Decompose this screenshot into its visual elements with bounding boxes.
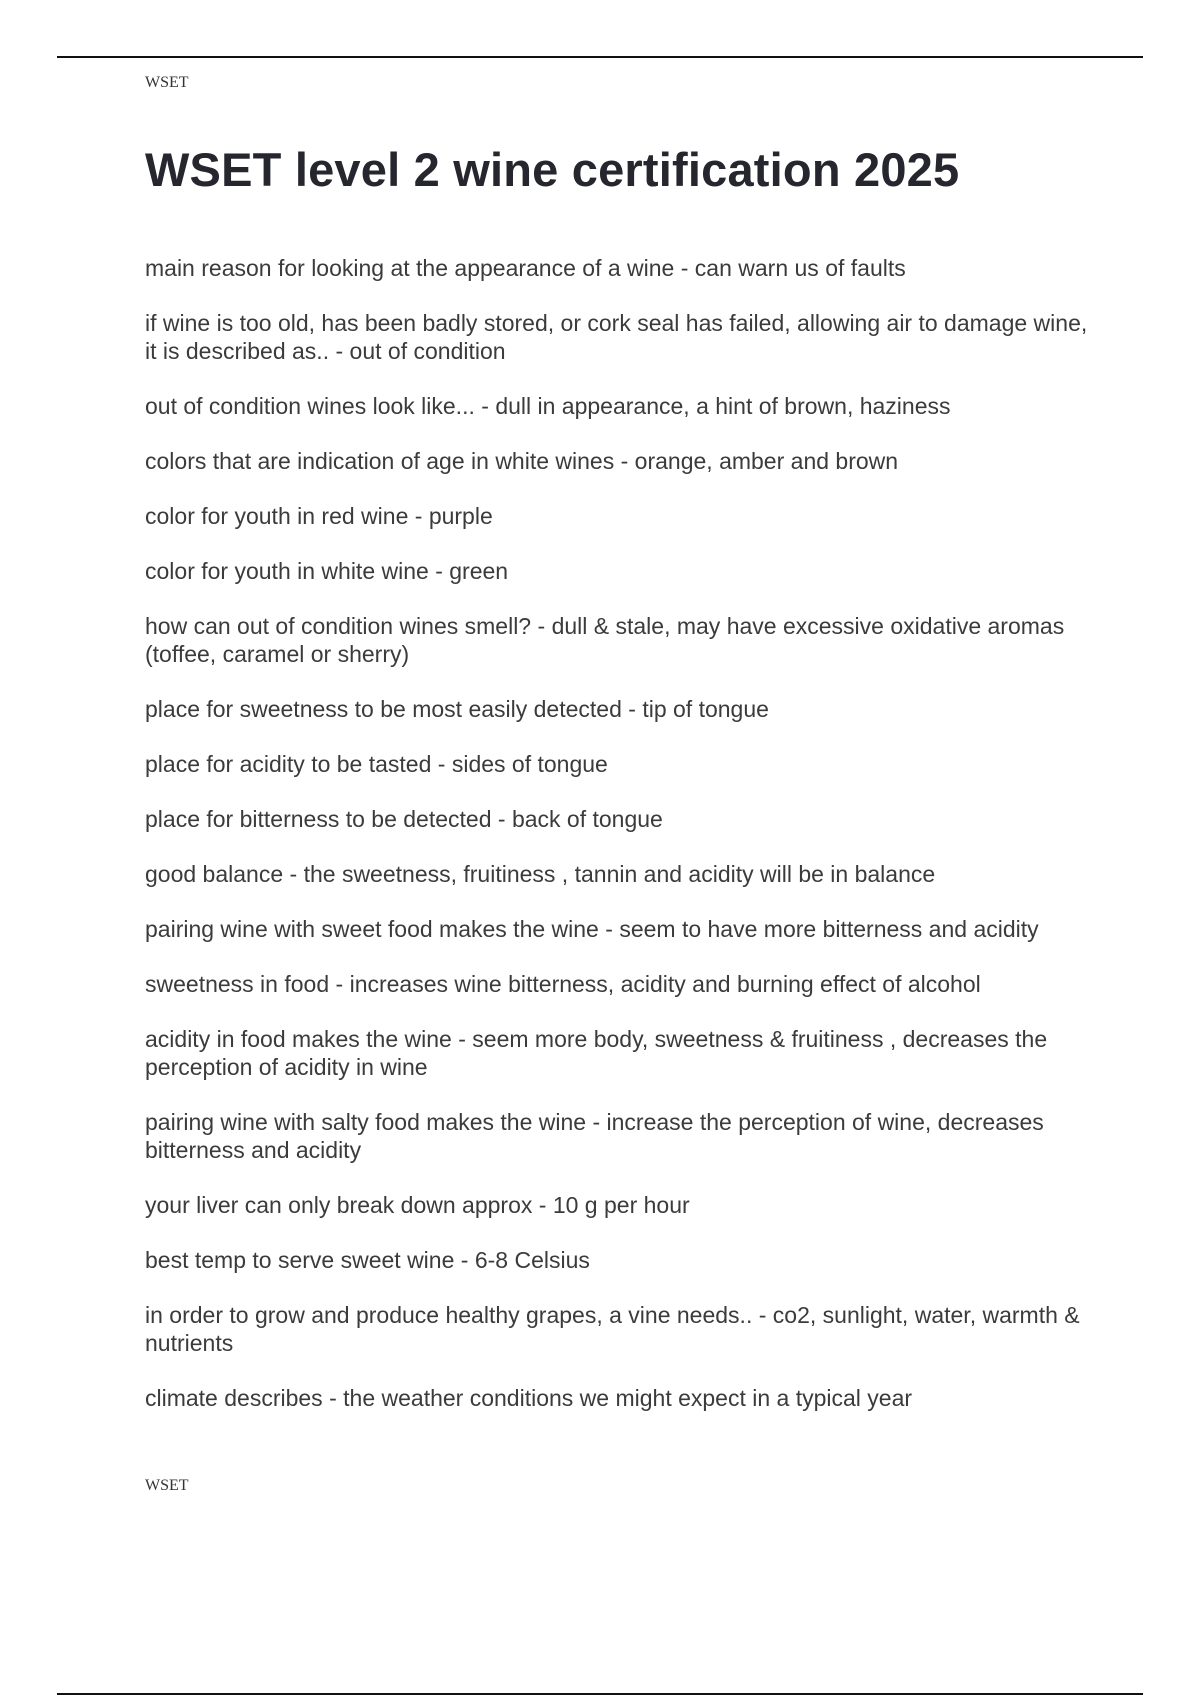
flashcard-item xyxy=(145,254,1105,282)
flashcard-term: main reason for looking at the appearance of a wine xyxy=(145,255,675,281)
flashcard-definition: dull & stale, may have excessive oxidative aromas (toffee, caramel or sherry) xyxy=(145,613,1065,667)
flashcard-definition: the sweetness, fruitiness , tannin and acidity will be in balance xyxy=(303,861,936,887)
flashcard-definition: 10 g per hour xyxy=(552,1192,690,1218)
flashcard-term: acidity in food makes the wine xyxy=(145,1026,452,1052)
term-definition-separator xyxy=(674,255,694,281)
flashcard-item xyxy=(145,612,1105,668)
flashcard-definition: tip of tongue xyxy=(642,696,769,722)
term-definition-separator xyxy=(408,503,428,529)
flashcard-definition: 6-8 Celsius xyxy=(474,1247,590,1273)
flashcard-definition: increase the perception of wine, decreases bitterness and acidity xyxy=(145,1109,1044,1163)
flashcard-item xyxy=(145,970,1105,998)
flashcard-item xyxy=(145,805,1105,833)
flashcard-term: if wine is too old, has been badly stored, or cork seal has failed, allowing air to damage wine, it is described as.. xyxy=(145,310,1088,364)
document-title: WSET level 2 wine certification 2025 xyxy=(145,143,960,196)
flashcard-item xyxy=(145,750,1105,778)
flashcard-definition: seem more body, sweetness & fruitiness , decreases the perception of acidity in wine xyxy=(145,1026,1048,1080)
flashcard-definition: increases wine bitterness, acidity and burning effect of alcohol xyxy=(349,971,981,997)
term-definition-separator xyxy=(586,1109,606,1135)
term-definition-separator xyxy=(752,1302,772,1328)
flashcard-definition: the weather conditions we might expect in a typical year xyxy=(343,1385,913,1411)
flashcard-definition: can warn us of faults xyxy=(694,255,906,281)
term-definition-separator xyxy=(454,1247,474,1273)
flashcard-definition: dull in appearance, a hint of brown, haziness xyxy=(495,393,951,419)
flashcard-item xyxy=(145,447,1105,475)
flashcard-definition: orange, amber and brown xyxy=(634,448,899,474)
flashcard-item xyxy=(145,557,1105,585)
term-definition-separator xyxy=(492,806,512,832)
flashcard-term: pairing wine with salty food makes the wine xyxy=(145,1109,587,1135)
flashcard-item xyxy=(145,1191,1105,1219)
page-header-label: WSET xyxy=(145,74,189,91)
flashcard-term: out of condition wines look like... xyxy=(145,393,475,419)
term-definition-separator xyxy=(323,1385,343,1411)
flashcard-definition: green xyxy=(449,558,509,584)
flashcard-term: color for youth in red wine xyxy=(145,503,409,529)
flashcard-item xyxy=(145,860,1105,888)
term-definition-separator xyxy=(531,613,551,639)
flashcard-term: color for youth in white wine xyxy=(145,558,429,584)
flashcard-term: pairing wine with sweet food makes the wine xyxy=(145,916,599,942)
term-definition-separator xyxy=(452,1026,472,1052)
flashcard-item xyxy=(145,1301,1105,1357)
flashcard-definition: sides of tongue xyxy=(451,751,608,777)
flashcard-item xyxy=(145,1384,1105,1412)
flashcard-term: colors that are indication of age in white wines xyxy=(145,448,615,474)
term-definition-separator xyxy=(429,558,449,584)
term-definition-separator xyxy=(475,393,495,419)
flashcard-item xyxy=(145,1108,1105,1164)
flashcard-item xyxy=(145,392,1105,420)
flashcard-term: sweetness in food xyxy=(145,971,330,997)
term-definition-separator xyxy=(329,338,349,364)
flashcard-item xyxy=(145,1025,1105,1081)
flashcard-definition: back of tongue xyxy=(511,806,663,832)
flashcard-term: climate describes xyxy=(145,1385,323,1411)
flashcard-term: your liver can only break down approx xyxy=(145,1192,533,1218)
term-definition-separator xyxy=(614,448,634,474)
flashcard-term: good balance xyxy=(145,861,284,887)
flashcard-term: how can out of condition wines smell? xyxy=(145,613,532,639)
term-definition-separator xyxy=(431,751,451,777)
term-definition-separator xyxy=(532,1192,552,1218)
flashcard-list xyxy=(145,254,1105,1439)
flashcard-item xyxy=(145,309,1105,365)
bottom-divider xyxy=(57,1693,1143,1695)
flashcard-definition: out of condition xyxy=(349,338,506,364)
flashcard-term: place for bitterness to be detected xyxy=(145,806,492,832)
term-definition-separator xyxy=(622,696,642,722)
flashcard-term: place for acidity to be tasted xyxy=(145,751,432,777)
top-divider xyxy=(57,56,1143,58)
term-definition-separator xyxy=(283,861,303,887)
term-definition-separator xyxy=(329,971,349,997)
flashcard-definition: purple xyxy=(428,503,493,529)
flashcard-term: best temp to serve sweet wine xyxy=(145,1247,455,1273)
flashcard-definition: co2, sunlight, water, warmth & nutrients xyxy=(145,1302,1080,1356)
flashcard-term: in order to grow and produce healthy grapes, a vine needs.. xyxy=(145,1302,753,1328)
flashcard-item xyxy=(145,502,1105,530)
flashcard-definition: seem to have more bitterness and acidity xyxy=(619,916,1039,942)
flashcard-term: place for sweetness to be most easily detected xyxy=(145,696,622,722)
flashcard-item xyxy=(145,695,1105,723)
flashcard-item xyxy=(145,1246,1105,1274)
page-footer-label: WSET xyxy=(145,1477,189,1494)
flashcard-item xyxy=(145,915,1105,943)
term-definition-separator xyxy=(599,916,619,942)
